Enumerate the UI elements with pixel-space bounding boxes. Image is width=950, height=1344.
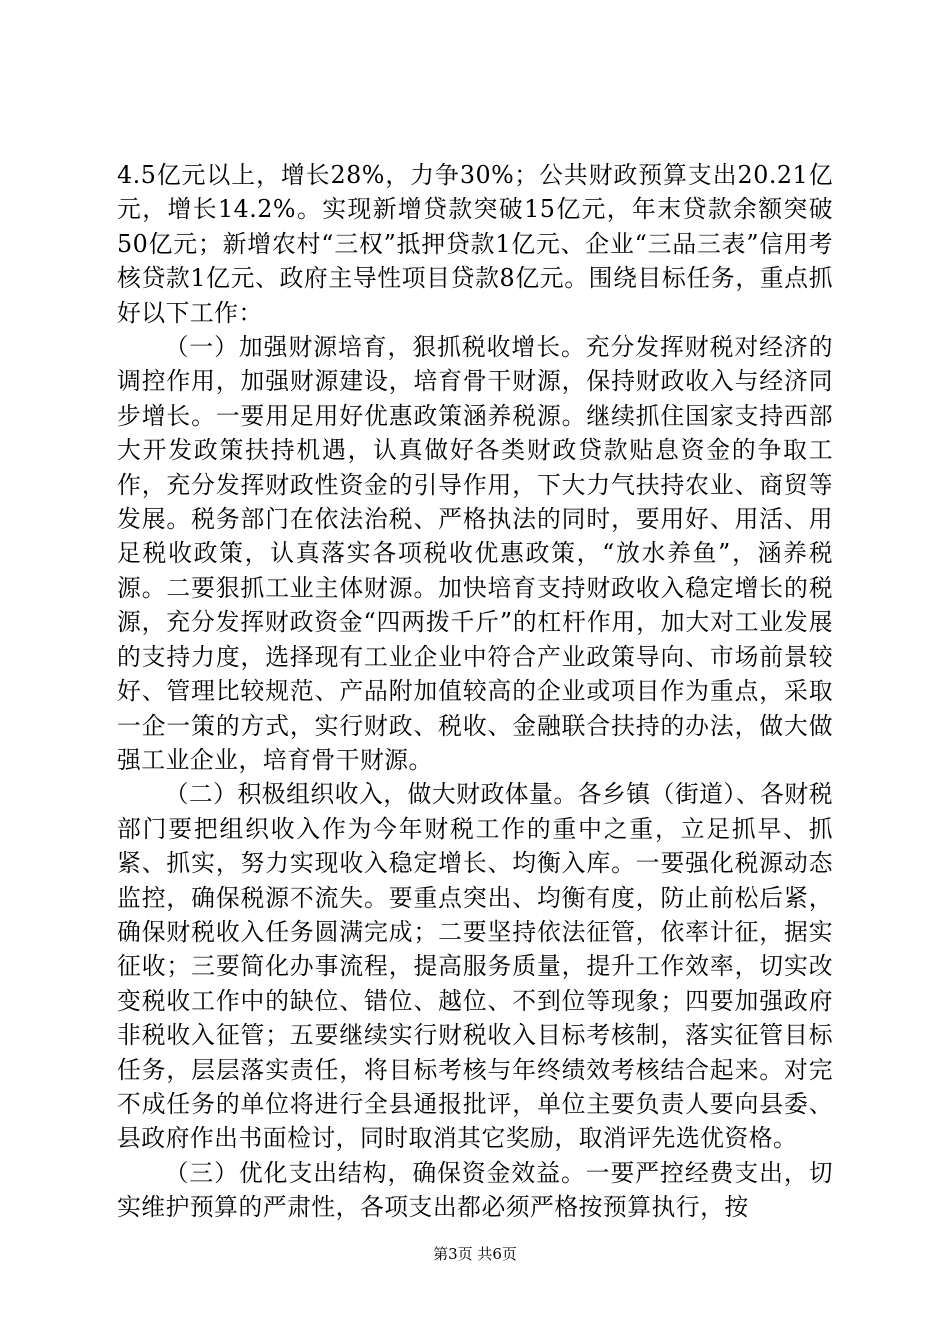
document-body: [117, 158, 833, 1225]
paragraph-section-2: （二）积极组织收入，做大财政体量。各乡镇（街道）、各财税部门要把组织收入作为今年财税工作的重中之重，立足抓早、抓紧、抓实，努力实现收入稳定增长、均衡入库。一要强化税源动态监控，确保税源不流失。要重点突出、均衡有度，防止前松后紧，确保财税收入任务圆满完成；二要坚持依法征管，依率计征，据实征收；三要简化办事流程，提高服务质量，提升工作效率，切实改变税收工作中的缺位、错位、越位、不到位等现象；四要加强政府非税收入征管；五要继续实行财税收入目标考核制，落实征管目标任务，层层落实责任，将目标考核与年终绩效考核结合起来。对完不成任务的单位将进行全县通报批评，单位主要负责人要向县委、县政府作出书面检讨，同时取消其它奖励，取消评先选优资格。: [117, 780, 834, 1153]
paragraph-section-3: （三）优化支出结构，确保资金效益。一要严控经费支出，切实维护预算的严肃性，各项支出都必须严格按预算执行，按: [117, 1158, 833, 1222]
page-number: 第3页 共6页: [433, 1245, 517, 1263]
paragraph-section-1: （一）加强财源培育，狠抓税收增长。充分发挥财税对经济的调控作用，加强财源建设，培育骨干财源，保持财政收入与经济同步增长。一要用足用好优惠政策涵养税源。继续抓住国家支持西部大开发政策扶持机遇，认真做好各类财政贷款贴息资金的争取工作，充分发挥财政性资金的引导作用，下大力气扶持农业、商贸等发展。税务部门在依法治税、严格执法的同时，要用好、用活、用足税收政策，认真落实各项税收优惠政策，“放水养鱼”，涵养税源。二要狠抓工业主体财源。加快培育支持财政收入稳定增长的税源，充分发挥财政资金“四两拨千斤”的杠杆作用，加大对工业发展的支持力度，选择现有工业企业中符合产业政策导向、市场前景较好、管理比较规范、产品附加值较高的企业或项目作为重点，采取一企一策的方式，实行财政、税收、金融联合扶持的办法，做大做强工业企业，培育骨干财源。: [117, 333, 833, 774]
paragraph-targets: 4.5亿元以上，增长28%，力争30%；公共财政预算支出20.21亿元，增长14.2%。实现新增贷款突破15亿元，年末贷款余额突破50亿元；新增农村“三权”抵押贷款1亿元、企业“三品三表”信用考核贷款1亿元、政府主导性项目贷款8亿元。围绕目标任务，重点抓好以下工作：: [117, 161, 833, 327]
